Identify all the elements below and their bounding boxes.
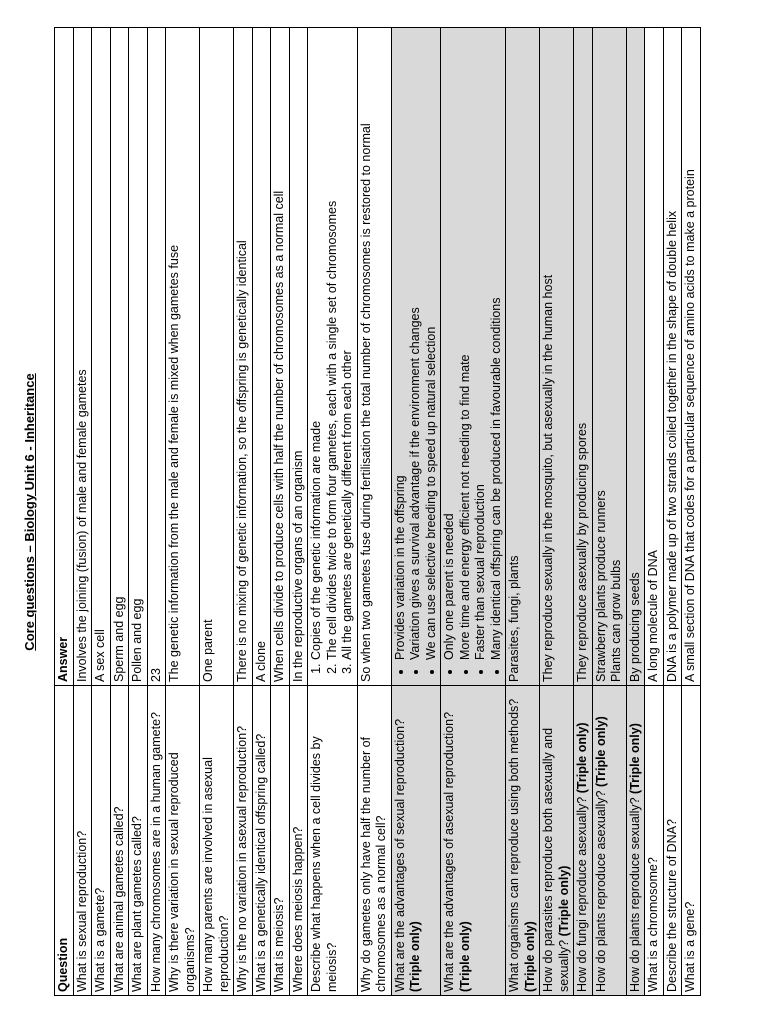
answer-cell xyxy=(308,28,358,686)
question-cell xyxy=(200,686,234,996)
question-cell xyxy=(506,686,540,996)
answer-cell xyxy=(626,28,645,686)
questions-table xyxy=(54,27,701,996)
answer-text: DNA is a polymer made up of two strands coiled together in the shape of double helix xyxy=(664,210,679,682)
list-item: • Only one parent is needed xyxy=(442,31,458,660)
list-item: • Variation gives a survival advantage if the environment changes xyxy=(408,31,424,660)
question-cell xyxy=(682,686,701,996)
table-header-row xyxy=(55,28,74,996)
answer-cell xyxy=(357,28,391,686)
table-row xyxy=(391,28,441,996)
answer-cell xyxy=(391,28,441,686)
table-row xyxy=(129,28,148,996)
list-item: • Many identical offspring can be produced in favourable conditions xyxy=(489,31,505,660)
question-text: How many parents are involved in asexual reproduction? xyxy=(201,757,231,992)
answer-text: They reproduce sexually in the mosquito, but asexually in the human host xyxy=(541,274,555,682)
triple-only-tag: (Triple only) xyxy=(556,865,571,937)
question-text: What is a gamete? xyxy=(93,887,107,992)
answer-cell xyxy=(166,28,200,686)
answer-cell xyxy=(441,28,506,686)
question-text: How many chromosomes are in a human gamete? xyxy=(148,712,163,992)
question-cell xyxy=(592,686,626,996)
answer-text: A clone xyxy=(253,640,268,682)
answer-cell xyxy=(574,28,593,686)
answer-text: Sperm and egg xyxy=(111,596,126,682)
question-text: How do plants reproduce sexually? xyxy=(627,797,642,992)
question-cell xyxy=(92,686,111,996)
question-cell xyxy=(645,686,664,996)
answer-cell xyxy=(252,28,271,686)
answer-text: They reproduce asexually by producing spores xyxy=(575,422,589,682)
question-header: Question xyxy=(55,686,74,996)
table-row xyxy=(682,28,701,996)
question-cell xyxy=(357,686,391,996)
table-row xyxy=(271,28,290,996)
answer-text: One parent xyxy=(201,619,215,682)
table-row xyxy=(92,28,111,996)
answer-header: Answer xyxy=(55,28,74,686)
triple-only-tag: (Triple only) xyxy=(575,722,589,794)
questions-table-container xyxy=(54,28,738,996)
list-item: • More time and energy efficient not needing to find mate xyxy=(458,31,474,660)
table-row xyxy=(308,28,358,996)
bullet-list xyxy=(393,31,440,682)
question-cell xyxy=(391,686,441,996)
triple-only-tag: (Triple only) xyxy=(522,921,537,992)
table-row xyxy=(441,28,506,996)
question-text: Where does meiosis happen? xyxy=(290,826,305,992)
answer-text: Pollen and egg xyxy=(130,598,144,682)
answer-text: When cells divide to produce cells with half the number of chromosomes as a normal cell xyxy=(272,190,286,682)
answer-cell xyxy=(129,28,148,686)
question-cell xyxy=(626,686,645,996)
answer-cell xyxy=(506,28,540,686)
question-cell xyxy=(441,686,506,996)
answer-cell xyxy=(645,28,664,686)
answer-cell xyxy=(73,28,92,686)
answer-text: The genetic information from the male and female is mixed when gametes fuse xyxy=(167,244,181,682)
question-cell xyxy=(166,686,200,996)
table-row xyxy=(200,28,234,996)
question-text: What are plant gametes called? xyxy=(130,816,144,992)
question-cell xyxy=(234,686,253,996)
question-text: Why is the no variation in asexual reproduction? xyxy=(235,725,249,992)
answer-cell xyxy=(289,28,308,686)
question-cell xyxy=(73,686,92,996)
triple-only-tag: (Triple only) xyxy=(593,716,608,787)
answer-text: Strawberry plants produce runners xyxy=(593,490,608,682)
question-text: Why do gametes only have half the number of chromosomes as a normal cell? xyxy=(358,736,388,992)
table-row xyxy=(166,28,200,996)
question-text: What are the advantages of sexual reproduction? xyxy=(392,718,407,992)
answer-cell xyxy=(682,28,701,686)
question-cell xyxy=(289,686,308,996)
list-item: 3. All the gametes are genetically different from each other xyxy=(340,31,356,660)
page-title: Core questions – Biology Unit 6 - Inheritance xyxy=(22,373,37,651)
question-text: What are animal gametes called? xyxy=(111,806,126,992)
triple-only-tag: (Triple only) xyxy=(457,921,472,992)
triple-only-tag: (Triple only) xyxy=(408,921,422,992)
question-cell xyxy=(574,686,593,996)
question-cell xyxy=(129,686,148,996)
answer-text: A small section of DNA that codes for a particular sequence of amino acids to make a protein xyxy=(683,169,697,682)
question-text: Why is there variation in sexual reproduced organisms? xyxy=(167,752,197,992)
question-cell xyxy=(540,686,574,996)
answer-text: Plants can grow bulbs xyxy=(609,559,623,682)
list-item: • Provides variation in the offspring xyxy=(393,31,409,660)
table-row xyxy=(147,28,166,996)
question-cell xyxy=(252,686,271,996)
question-text: How do fungi reproduce asexually? xyxy=(575,796,589,992)
table-row xyxy=(357,28,391,996)
question-text: How do plants reproduce asexually? xyxy=(593,790,608,992)
question-text: What are the advantages of asexual reproduction? xyxy=(442,711,456,992)
answer-cell xyxy=(663,28,682,686)
question-text: What organisms can reproduce using both methods? xyxy=(507,698,521,992)
list-item: 2. The cell divides twice to form four gametes, each with a single set of chromosomes xyxy=(325,31,341,660)
numbered-list xyxy=(309,31,356,682)
question-text: What is a gene? xyxy=(683,901,697,992)
question-text: What is meiosis? xyxy=(272,897,286,992)
answer-text: So when two gametes fuse during fertilisation the total number of chromosomes is restored to normal xyxy=(358,123,373,682)
table-row xyxy=(73,28,92,996)
answer-cell xyxy=(592,28,626,686)
list-item: 1. Copies of the genetic information are made xyxy=(309,31,325,660)
answer-cell xyxy=(271,28,290,686)
question-text: What is a chromosome? xyxy=(646,857,660,992)
table-row xyxy=(645,28,664,996)
answer-text: A sex cell xyxy=(93,629,107,682)
question-text: Describe what happens when a cell divides by meiosis? xyxy=(309,736,339,992)
answer-text: Parasites, fungi, plants xyxy=(507,555,521,682)
table-row xyxy=(234,28,253,996)
answer-text: In the reproductive organs of an organism xyxy=(290,450,305,682)
table-row xyxy=(626,28,645,996)
bullet-list xyxy=(442,31,504,682)
table-row xyxy=(663,28,682,996)
answer-text: Involves the joining (fusion) of male and female gametes xyxy=(74,369,89,682)
triple-only-tag: (Triple only) xyxy=(627,723,642,794)
answer-cell xyxy=(92,28,111,686)
answer-text: By producing seeds xyxy=(627,572,642,682)
table-row xyxy=(252,28,271,996)
question-cell xyxy=(271,686,290,996)
answer-cell xyxy=(234,28,253,686)
table-row xyxy=(574,28,593,996)
table-row xyxy=(289,28,308,996)
question-cell xyxy=(147,686,166,996)
table-row xyxy=(506,28,540,996)
question-cell xyxy=(663,686,682,996)
question-cell xyxy=(110,686,129,996)
question-text: What is sexual reproduction? xyxy=(74,830,89,992)
answer-cell xyxy=(147,28,166,686)
list-item: • Faster than sexual reproduction xyxy=(473,31,489,660)
question-text: What is a genetically identical offspring called? xyxy=(253,733,268,992)
table-row xyxy=(110,28,129,996)
answer-cell xyxy=(200,28,234,686)
answer-text: There is no mixing of genetic information, so the offspring is genetically identical xyxy=(235,240,249,682)
answer-text: 23 xyxy=(148,668,163,682)
table-row xyxy=(540,28,574,996)
question-text: Describe the structure of DNA? xyxy=(664,819,679,992)
answer-cell xyxy=(110,28,129,686)
answer-text: A long molecule of DNA xyxy=(646,549,660,682)
table-row xyxy=(592,28,626,996)
question-text: How do parasites reproduce both asexually and sexually? xyxy=(541,727,571,992)
list-item: • We can use selective breeding to speed up natural selection xyxy=(424,31,440,660)
answer-cell xyxy=(540,28,574,686)
question-cell xyxy=(308,686,358,996)
